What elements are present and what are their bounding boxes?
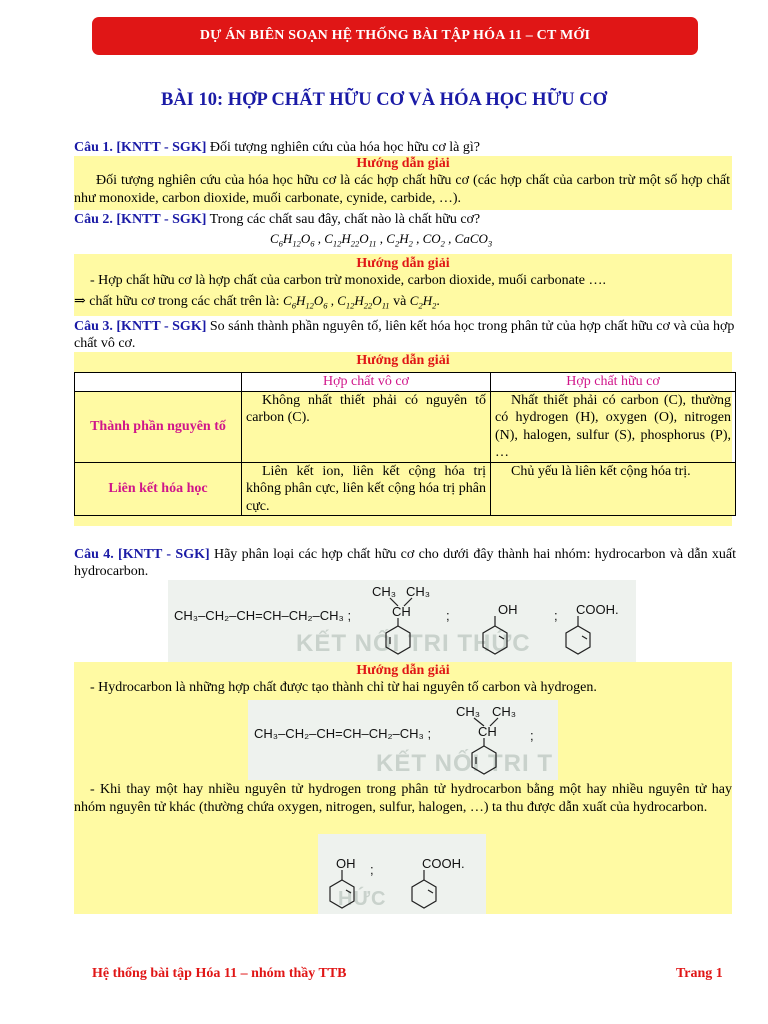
watermark-text-3: HỨC [338,888,387,910]
oh-label-2: OH [336,856,356,871]
ch-label: CH [392,604,411,619]
table-cell-organic: Chủ yếu là liên kết cộng hóa trị. [491,462,736,516]
ch3-label-d: CH₃ [492,704,517,719]
answer-4-paragraph-1: - Hydrocarbon là những hợp chất được tạo thành chỉ từ hai nguyên tố carbon và hydrogen. [90,680,597,695]
structure-drawings [168,580,636,664]
answer-2-formula-c2h2: $C_2H_2$ [409,292,437,311]
answer-2-and: và [393,293,407,309]
ch3-label-a: CH₃ [372,584,397,599]
answer-2-box [74,254,732,316]
compounds-image [168,580,636,664]
answer-1-text: Đối tượng nghiên cứu của hóa học hữu cơ là các hợp chất hữu cơ (các hợp chất của carbon trừ một số hợp chất như monoxide, carbon dioxide, muối carbonate, cynide, carbide, …). [74,173,730,206]
question-1 [74,139,736,156]
banner-text: DỰ ÁN BIÊN SOẠN HỆ THỐNG BÀI TẬP HÓA 11 – CT MỚI [199,28,591,43]
question-2-formulas: $C_6H_{12}O_6$ , $C_{12}H_{22}O_{11}$ , $C_2H_2$ , $CO_2$ , CaCO$_3$ [270,231,493,249]
watermark-text: KẾT NỐI TRI THỨC [296,630,531,657]
table-header-inorganic: Hợp chất vô cơ [242,373,491,392]
answer-2-formulas: $C_6H_{12}O_6$ , $C_{12}H_{22}O_{11}$ [283,292,390,311]
semicolon-4: ; [370,862,374,877]
answer-2-prefix: ⇒ chất hữu cơ trong các chất trên là: [74,293,280,309]
hydrocarbon-structure [248,700,558,780]
question-1-text: Đối tượng nghiên cứu của hóa học hữu cơ là gì? [209,140,480,155]
question-3 [74,318,736,352]
table-cell-inorganic: Không nhất thiết phải có nguyên tố carbon (C). [242,391,491,462]
oh-label: OH [498,602,518,617]
answer-2-line2: ⇒ chất hữu cơ trong các chất trên là: $C_6H_{12}O_6$ , $C_{12}H_{22}O_{11}$ và $C_2H_2$. [74,292,440,311]
table-row [75,391,736,462]
table-row-label: Thành phần nguyên tố [75,391,242,462]
semicolon-3: ; [530,728,534,743]
ch3-label-b: CH₃ [406,584,431,599]
table-cell-organic: Nhất thiết phải có carbon (C), thường có hydrogen (H), oxygen (O), nitrogen (N), halogen, sulfur (S), phosphorus (P), … [491,391,736,462]
hydrocarbons-image [248,700,558,780]
table-header-row [75,373,736,392]
cooh-label: COOH. [576,602,619,617]
answer-3-header: Hướng dẫn giải [356,353,450,368]
table-row-label: Liên kết hóa học [75,462,242,516]
footer-left: Hệ thống bài tập Hóa 11 – nhóm thầy TTB [92,966,347,981]
table-header-empty [75,373,242,392]
answer-4-header: Hướng dẫn giải [356,663,450,678]
cooh-label-2: COOH. [422,856,465,871]
comparison-table [74,372,736,516]
answer-1-header: Hướng dẫn giải [356,156,450,171]
answer-1-box [74,156,732,210]
semicolon-1: ; [446,608,450,623]
chain-formula: CH₃–CH₂–CH=CH–CH₂–CH₃ ; [174,608,352,623]
ch-label-2: CH [478,724,497,739]
table-row [75,462,736,516]
answer-4-paragraph-2: - Khi thay một hay nhiều nguyên tử hydrogen trong phân tử hydrocarbon bằng một hay nhiều nguyên tử hay nhóm nguyên tử khác (thường chứa oxygen, nitrogen, sulfur, halogen, …) ta thu được dẫn xuất của hydrocarbon. [74,782,732,815]
answer-2-line1: - Hợp chất hữu cơ là hợp chất của carbon trừ monoxide, carbon dioxide, muối carbonate …. [90,273,606,288]
watermark-text-2: KẾT NỐI TRI T [376,750,553,777]
question-4-label: Câu 4. [KNTT - SGK] [74,547,210,562]
page-number: Trang 1 [676,966,723,981]
lesson-title: BÀI 10: HỢP CHẤT HỮU CƠ VÀ HÓA HỌC HỮU CƠ [160,90,608,110]
header-banner [92,17,698,55]
chain-formula-2: CH₃–CH₂–CH=CH–CH₂–CH₃ ; [254,726,432,741]
table-header-organic: Hợp chất hữu cơ [491,373,736,392]
derivatives-image [318,834,486,914]
question-2 [74,211,736,228]
question-4-text: Hãy phân loại các hợp chất hữu cơ cho dưới đây thành hai nhóm: hydrocarbon và dẫn xuất hydrocarbon. [74,547,737,579]
derivative-structures [318,834,486,914]
semicolon-2: ; [554,608,558,623]
question-1-label: Câu 1. [KNTT - SGK] [74,140,207,155]
question-2-text: Trong các chất sau đây, chất nào là chất hữu cơ? [209,212,481,227]
question-2-label: Câu 2. [KNTT - SGK] [74,212,207,227]
question-3-text: So sánh thành phần nguyên tố, liên kết hóa học trong phân tử của hợp chất hữu cơ và của hợp chất vô cơ. [74,319,735,351]
ch3-label-c: CH₃ [456,704,481,719]
question-4 [74,546,736,580]
answer-2-header: Hướng dẫn giải [356,256,450,271]
table-cell-inorganic: Liên kết ion, liên kết cộng hóa trị không phân cực, liên kết cộng hóa trị phân cực. [242,462,491,516]
question-3-label: Câu 3. [KNTT - SGK] [74,319,207,334]
